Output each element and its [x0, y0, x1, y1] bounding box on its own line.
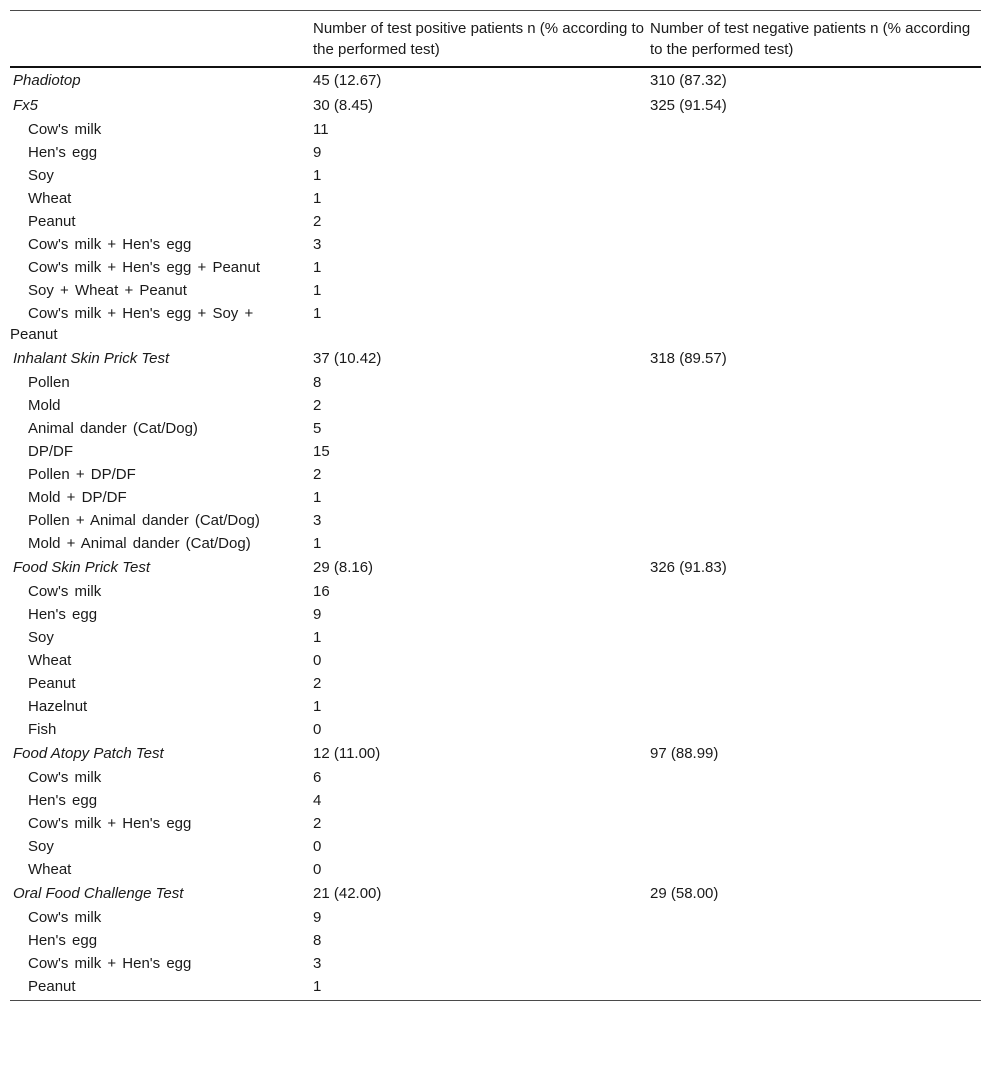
row-label: Mold — [28, 397, 61, 414]
row-negative-empty — [647, 440, 981, 463]
table-row — [10, 440, 981, 463]
table-row — [10, 580, 981, 603]
row-positive-count: 2 — [313, 397, 322, 414]
row-positive-count: 2 — [313, 213, 322, 230]
table-row — [10, 486, 981, 509]
group-label: Food Atopy Patch Test — [13, 745, 164, 762]
row-negative-empty — [647, 187, 981, 210]
row-positive-count: 0 — [313, 861, 322, 878]
row-negative-empty — [647, 486, 981, 509]
row-positive-count: 2 — [313, 815, 322, 832]
row-positive-count: 2 — [313, 466, 322, 483]
table-row — [10, 929, 981, 952]
table-row — [10, 789, 981, 812]
row-positive-count: 9 — [313, 606, 322, 623]
row-negative-empty — [647, 975, 981, 1001]
row-negative-empty — [647, 626, 981, 649]
row-negative-empty — [647, 695, 981, 718]
header-positive: Number of test positive patients n (% according to the performed test) — [310, 11, 647, 68]
row-negative-empty — [647, 532, 981, 555]
row-positive-count: 0 — [313, 721, 322, 738]
row-positive-count: 11 — [313, 121, 329, 138]
row-negative-empty — [647, 210, 981, 233]
row-negative-empty — [647, 256, 981, 279]
table-row — [10, 672, 981, 695]
row-positive-count: 8 — [313, 932, 322, 949]
row-negative-empty — [647, 141, 981, 164]
row-label: Soy + Wheat + Peanut — [28, 282, 187, 299]
header-test — [10, 11, 310, 68]
group-label: Food Skin Prick Test — [13, 559, 150, 576]
row-label: Peanut — [10, 975, 310, 1001]
row-positive-count: 1 — [313, 629, 322, 646]
row-negative-empty — [647, 394, 981, 417]
group-label: Inhalant Skin Prick Test — [13, 350, 170, 367]
row-label: Cow's milk + Hen's egg — [28, 815, 192, 832]
row-negative-empty — [647, 906, 981, 929]
group-positive: 29 (8.16) — [313, 559, 374, 576]
row-positive-count: 1 — [313, 259, 322, 276]
table-row — [10, 626, 981, 649]
row-positive-count: 1 — [313, 489, 322, 506]
row-positive-count: 15 — [313, 443, 330, 460]
table-row — [10, 835, 981, 858]
table-row — [10, 118, 981, 141]
table-row — [10, 210, 981, 233]
row-label: Mold + Animal dander (Cat/Dog) — [28, 535, 251, 552]
row-negative-empty — [647, 279, 981, 302]
table-row — [10, 463, 981, 486]
row-negative-empty — [647, 509, 981, 532]
row-positive-count: 6 — [313, 769, 322, 786]
table-row — [10, 906, 981, 929]
row-positive-count: 1 — [313, 535, 322, 552]
row-positive-count: 1 — [313, 698, 322, 715]
table-row — [10, 766, 981, 789]
table-body — [10, 67, 981, 1001]
row-positive-count: 0 — [313, 652, 322, 669]
row-label: Pollen — [28, 374, 70, 391]
row-negative-empty — [647, 233, 981, 256]
header-negative: Number of test negative patients n (% according to the performed test) — [647, 11, 981, 68]
row-negative-empty — [647, 672, 981, 695]
table-row — [10, 164, 981, 187]
row-label: Soy — [28, 629, 54, 646]
row-label: Hen's egg — [28, 932, 98, 949]
row-positive-count: 1 — [313, 190, 322, 207]
table-row — [10, 649, 981, 672]
table-row — [10, 233, 981, 256]
group-label: Fx5 — [13, 97, 39, 114]
row-negative-empty — [647, 766, 981, 789]
group-positive: 37 (10.42) — [313, 350, 382, 367]
table-row — [10, 279, 981, 302]
table-row — [10, 417, 981, 440]
row-negative-empty — [647, 789, 981, 812]
table-row-group — [10, 346, 981, 371]
row-label: Fish — [28, 721, 57, 738]
table-row-group — [10, 93, 981, 118]
row-label: Cow's milk — [28, 583, 102, 600]
group-negative: 318 (89.57) — [650, 350, 727, 367]
group-positive: 21 (42.00) — [313, 885, 382, 902]
row-negative-empty — [647, 718, 981, 741]
table-row-group — [10, 881, 981, 906]
row-label: Cow's milk — [28, 769, 102, 786]
table-row — [10, 858, 981, 881]
table-row — [10, 695, 981, 718]
row-label: Pollen + Animal dander (Cat/Dog) — [28, 512, 260, 529]
row-negative-empty — [647, 812, 981, 835]
row-positive-count: 1 — [313, 282, 322, 299]
group-negative: 29 (58.00) — [650, 885, 719, 902]
group-positive: 45 (12.67) — [313, 72, 382, 89]
row-label: Pollen + DP/DF — [28, 466, 136, 483]
row-negative-empty — [647, 118, 981, 141]
row-negative-empty — [647, 952, 981, 975]
table-row — [10, 509, 981, 532]
group-negative: 326 (91.83) — [650, 559, 727, 576]
header-row — [10, 11, 981, 68]
row-positive-count: 16 — [313, 583, 330, 600]
group-label: Oral Food Challenge Test — [13, 885, 184, 902]
row-positive-count: 8 — [313, 374, 322, 391]
table-row-group — [10, 555, 981, 580]
row-positive-count: 1 — [313, 305, 322, 322]
row-positive-count: 9 — [313, 144, 322, 161]
row-label: Animal dander (Cat/Dog) — [28, 420, 198, 437]
row-negative-empty — [647, 603, 981, 626]
row-positive-count: 2 — [313, 675, 322, 692]
row-label: Mold + DP/DF — [28, 489, 127, 506]
row-label: DP/DF — [28, 443, 73, 460]
row-label: Cow's milk + Hen's egg — [28, 955, 192, 972]
group-negative: 97 (88.99) — [650, 745, 719, 762]
table-row — [10, 256, 981, 279]
table-row — [10, 718, 981, 741]
row-label: Soy — [28, 838, 54, 855]
group-positive: 12 (11.00) — [313, 745, 381, 762]
row-label: Peanut — [28, 213, 76, 230]
row-positive-count: 3 — [313, 236, 322, 253]
table-row — [10, 975, 981, 1001]
table-row — [10, 812, 981, 835]
row-negative-empty — [647, 164, 981, 187]
table-row — [10, 141, 981, 164]
row-label: Hen's egg — [28, 792, 98, 809]
table-row-group — [10, 67, 981, 93]
row-label: Cow's milk + Hen's egg — [28, 236, 192, 253]
row-negative-empty — [647, 463, 981, 486]
table-row — [10, 302, 981, 346]
row-label: Hazelnut — [28, 698, 88, 715]
results-table-container — [10, 10, 981, 1001]
row-label: Peanut — [28, 675, 76, 692]
row-label: Cow's milk + Hen's egg + Peanut — [28, 259, 261, 276]
group-negative: 325 (91.54) — [650, 97, 727, 114]
row-label: Wheat — [28, 190, 72, 207]
row-label: Hen's egg — [28, 144, 98, 161]
row-positive-count: 0 — [313, 838, 322, 855]
table-row — [10, 603, 981, 626]
row-negative-empty — [647, 580, 981, 603]
row-negative-empty — [647, 649, 981, 672]
group-positive: 30 (8.45) — [313, 97, 374, 114]
row-positive-count: 5 — [313, 420, 322, 437]
row-label: Soy — [28, 167, 54, 184]
row-label: Cow's milk + Hen's egg + Soy + Peanut — [10, 305, 254, 343]
row-positive-count: 9 — [313, 909, 322, 926]
row-negative-empty — [647, 302, 981, 346]
table-header — [10, 11, 981, 68]
table-row — [10, 532, 981, 555]
table-row — [10, 371, 981, 394]
row-label: Hen's egg — [28, 606, 98, 623]
row-negative-empty — [647, 371, 981, 394]
table-row — [10, 187, 981, 210]
row-positive-count: 3 — [313, 512, 322, 529]
row-negative-empty — [647, 835, 981, 858]
table-row — [10, 952, 981, 975]
group-label: Phadiotop — [13, 72, 81, 89]
row-positive-count: 4 — [313, 792, 322, 809]
row-negative-empty — [647, 858, 981, 881]
row-positive-count: 3 — [313, 955, 322, 972]
row-label: Wheat — [28, 861, 72, 878]
row-label: Cow's milk — [28, 909, 102, 926]
row-label: Wheat — [28, 652, 72, 669]
table-row-group — [10, 741, 981, 766]
table-row — [10, 394, 981, 417]
results-table — [10, 10, 981, 1001]
row-positive-count: 1 — [313, 167, 322, 184]
group-negative: 310 (87.32) — [650, 72, 727, 89]
row-negative-empty — [647, 929, 981, 952]
row-label: Cow's milk — [28, 121, 102, 138]
row-negative-empty — [647, 417, 981, 440]
row-positive-count: 1 — [310, 975, 647, 1001]
